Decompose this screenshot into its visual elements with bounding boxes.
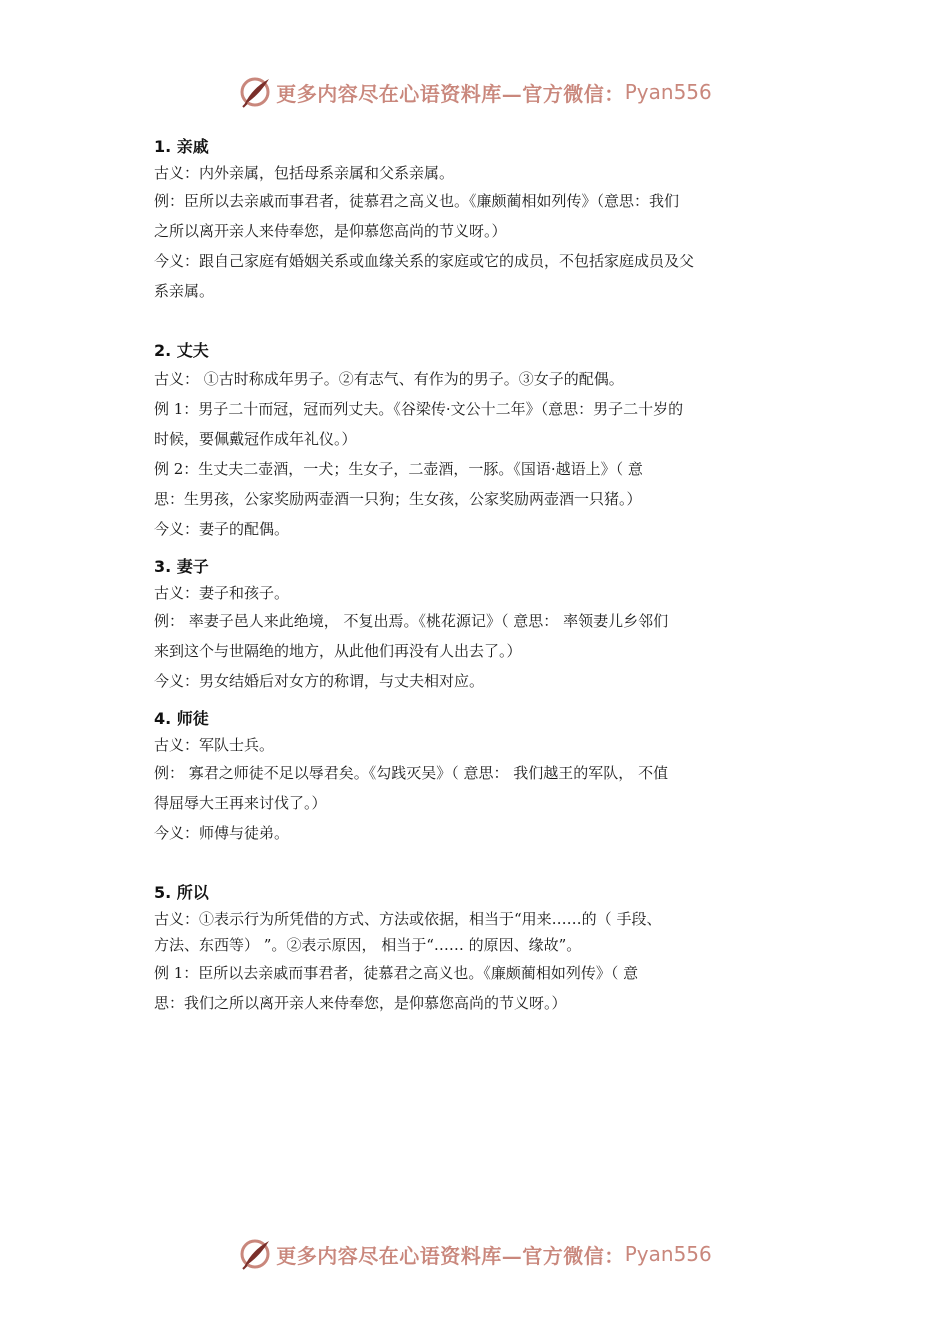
- text-line: 今义：跟自己家庭有婚姻关系或血缘关系的家庭或它的成员，不包括家庭成员及父: [154, 252, 695, 270]
- banner-text: 更多内容尽在心语资料库—官方微信：: [276, 81, 625, 106]
- feather-quill-logo-icon: [238, 1237, 272, 1271]
- text-line: 系亲属。: [154, 282, 215, 300]
- text-line: 思：我们之所以离开亲人来侍奉您，是仰慕您高尚的节义呀。）: [154, 994, 567, 1012]
- banner-wechat-id: Pyan556: [624, 80, 712, 104]
- header-banner: [0, 74, 950, 110]
- section-qizi: [154, 554, 794, 696]
- banner-wechat-id: Pyan556: [624, 1242, 712, 1266]
- document-body: [154, 134, 794, 1018]
- section-qinqi: [154, 134, 794, 306]
- text-line: 思：生男孩，公家奖励两壶酒一只狗；生女孩，公家奖励两壶酒一只猪。）: [154, 490, 642, 508]
- text-line: 今义：师傅与徒弟。: [154, 824, 290, 842]
- text-line: 例： 率妻子邑人来此绝境， 不复出焉。《桃花源记》（ 意思： 率领妻儿乡邻们: [154, 612, 669, 630]
- text-line: 古义：①表示行为所凭借的方式、方法或依据，相当于“用来……的（ 手段、: [154, 910, 662, 928]
- section-suoyi: [154, 880, 794, 1018]
- section-title: 1. 亲戚: [154, 137, 209, 156]
- text-line: 例： 寡君之师徒不足以辱君矣。《勾践灭吴》（ 意思： 我们越王的军队， 不值: [154, 764, 669, 782]
- text-line: 例：臣所以去亲戚而事君者，徒慕君之高义也。《廉颇蔺相如列传》（意思：我们: [154, 192, 680, 210]
- feather-quill-logo-icon: [238, 75, 272, 109]
- text-line: 例 2：生丈夫二壶酒，一犬；生女子，二壶酒，一豚。《国语·越语上》（ 意: [154, 460, 643, 478]
- banner-text: 更多内容尽在心语资料库—官方微信：: [276, 1243, 625, 1268]
- text-line: 来到这个与世隔绝的地方，从此他们再没有人出去了。）: [154, 642, 522, 660]
- section-title: 2. 丈夫: [154, 341, 209, 360]
- text-line: 古义： ①古时称成年男子。②有志气、有作为的男子。③女子的配偶。: [154, 370, 624, 388]
- section-shitu: [154, 706, 794, 848]
- footer-banner: [0, 1236, 950, 1272]
- text-line: 之所以离开亲人来侍奉您，是仰慕您高尚的节义呀。）: [154, 222, 507, 240]
- section-title: 3. 妻子: [154, 557, 209, 576]
- text-line: 得屈辱大王再来讨伐了。）: [154, 794, 327, 812]
- section-title: 4. 师徒: [154, 709, 209, 728]
- text-line: 例 1：男子二十而冠，冠而列丈夫。《谷梁传·文公十二年》（意思：男子二十岁的: [154, 400, 684, 418]
- text-line: 今义：妻子的配偶。: [154, 520, 290, 538]
- text-line: 古义：内外亲属，包括母系亲属和父系亲属。: [154, 164, 455, 182]
- text-line: 今义：男女结婚后对女方的称谓，与丈夫相对应。: [154, 672, 485, 690]
- text-line: 方法、东西等） ”。②表示原因， 相当于“…… 的原因、缘故”。: [154, 936, 582, 954]
- text-line: 时候，要佩戴冠作成年礼仪。）: [154, 430, 357, 448]
- section-title: 5. 所以: [154, 883, 209, 902]
- text-line: 例 1：臣所以去亲戚而事君者，徒慕君之高义也。《廉颇蔺相如列传》（ 意: [154, 964, 639, 982]
- text-line: 古义：妻子和孩子。: [154, 584, 290, 602]
- text-line: 古义：军队士兵。: [154, 736, 275, 754]
- section-zhangfu: [154, 338, 794, 544]
